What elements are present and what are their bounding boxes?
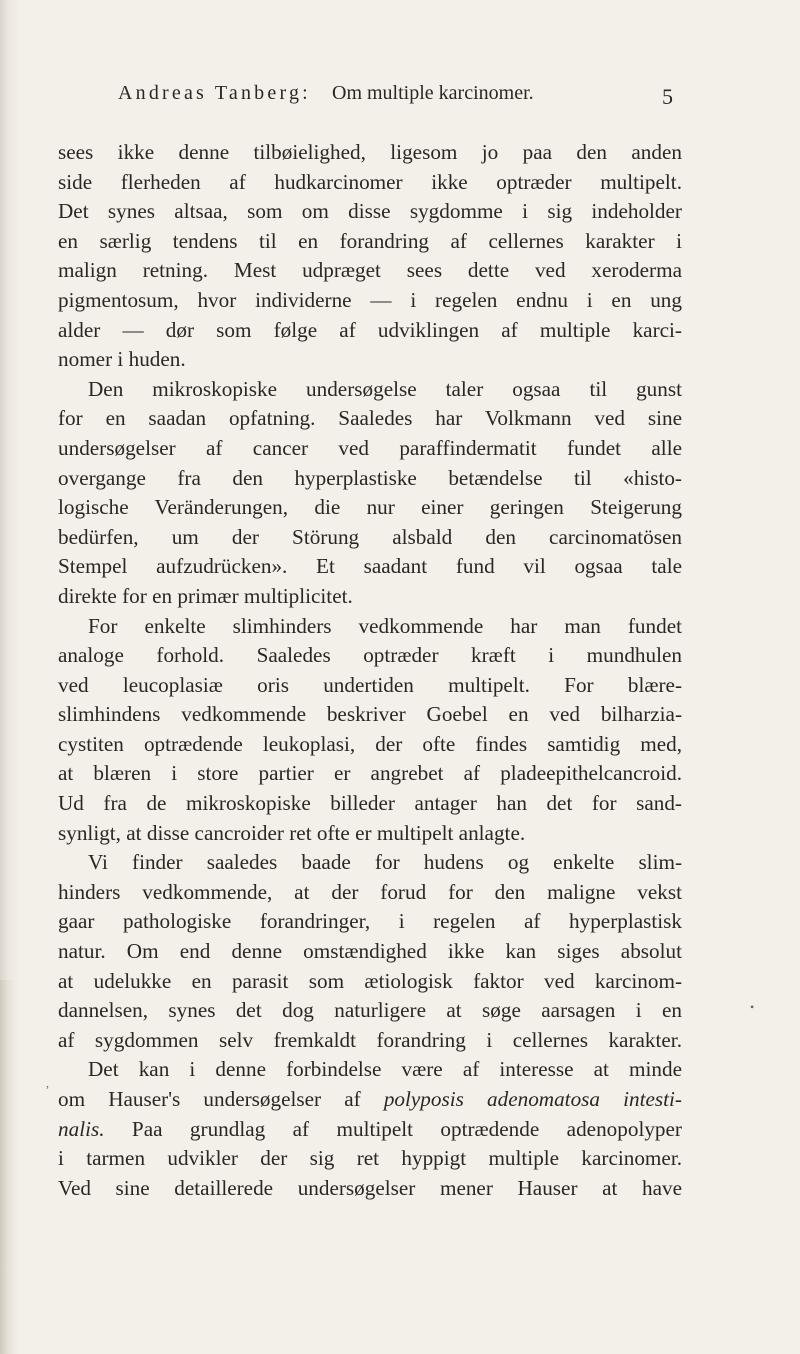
- text-line: [58, 1085, 682, 1115]
- text-line: side flerheden af hudkarcinomer ikke optræder multipelt.: [58, 169, 682, 194]
- page-edge-shadow-lower: [0, 980, 14, 1354]
- text-line: Det kan i denne forbindelse være af interesse at minde: [88, 1057, 682, 1082]
- text-line: gaar pathologiske forandringer, i regelen af hyperplastisk: [58, 909, 682, 934]
- text-line: ved leucoplasiæ oris undertiden multipelt. For blære-: [58, 672, 682, 697]
- text-line: pigmentosum, hvor individerne — i regelen endnu i en ung: [58, 287, 682, 312]
- text-line: af sygdommen selv fremkaldt forandring i cellernes karakter.: [58, 1027, 682, 1052]
- text-line: for en saadan opfatning. Saaledes har Volkmann ved sine: [58, 406, 682, 431]
- text-line: Ved sine detaillerede undersøgelser mener Hauser at have: [58, 1175, 682, 1200]
- text-line: i tarmen udvikler der sig ret hyppigt multiple karcinomer.: [58, 1146, 682, 1171]
- text-line: dannelsen, synes det dog naturligere at søge aarsagen i en: [58, 998, 682, 1023]
- margin-speck: ,: [46, 1076, 49, 1090]
- text-line: direkte for en primær multiplicitet.: [58, 583, 353, 608]
- text-line: Stempel aufzudrücken». Et saadant fund vil ogsaa tale: [58, 554, 682, 579]
- author-name: Andreas Tanberg:: [118, 82, 311, 104]
- text-line: sees ikke denne tilbøielighed, ligesom jo paa den anden: [58, 140, 682, 164]
- text-line: malign retning. Mest udpræget sees dette ved xeroderma: [58, 258, 682, 283]
- article-title: Om multiple karcinomer.: [332, 82, 534, 104]
- text-line: en særlig tendens til en forandring af cellernes karakter i: [58, 228, 682, 253]
- text-line: at udelukke en parasit som ætiologisk faktor ved karcinom-: [58, 968, 682, 993]
- text-line: For enkelte slimhinders vedkommende har man fundet: [88, 613, 682, 638]
- text-line: bedürfen, um der Störung alsbald den carcinomatösen: [58, 524, 682, 549]
- page-number: 5: [662, 84, 673, 109]
- text-line: natur. Om end denne omstændighed ikke kan siges absolut: [58, 939, 682, 964]
- text-line: Det synes altsaa, som om disse sygdomme i sig indeholder: [58, 199, 682, 224]
- text-line: analoge forhold. Saaledes optræder kræft i mundhulen: [58, 643, 682, 668]
- text-segment: om Hauser's undersøgelser af: [58, 1087, 361, 1111]
- text-line: Vi finder saaledes baade for hudens og enkelte slim-: [88, 850, 682, 875]
- text-line: logische Veränderungen, die nur einer geringen Steigerung: [58, 495, 682, 520]
- text-line: synligt, at disse cancroider ret ofte er multipelt anlagte.: [58, 820, 526, 845]
- text-line: at blæren i store partier er angrebet af pladeepithelcancroid.: [58, 761, 682, 786]
- text-line: slimhindens vedkommende beskriver Goebel en ved bilharzia-: [58, 702, 682, 727]
- italic-term: polyposis adenomatosa intesti-: [383, 1087, 682, 1111]
- text-line: hinders vedkommende, at der forud for den maligne vekst: [58, 879, 682, 904]
- text-line: overgange fra den hyperplastiske betændelse til «histo-: [58, 465, 682, 490]
- body-text: [58, 138, 682, 1203]
- text-line: alder — dør som følge af udviklingen af multiple karci-: [58, 317, 682, 342]
- text-line: Ud fra de mikroskopiske billeder antager han det for sand-: [58, 791, 682, 816]
- italic-term: nalis.: [58, 1116, 105, 1141]
- text-line: Den mikroskopiske undersøgelse taler ogsaa til gunst: [88, 376, 682, 401]
- margin-speck: •: [750, 1000, 755, 1014]
- text-line: [58, 1115, 682, 1145]
- text-line: cystiten optrædende leukoplasi, der ofte findes samtidig med,: [58, 731, 682, 756]
- running-head: [0, 82, 800, 112]
- text-line: undersøgelser af cancer ved paraffindermatit fundet alle: [58, 435, 682, 460]
- text-segment: Paa grundlag af multipelt optrædende adenopolyper: [131, 1116, 682, 1141]
- text-line: nomer i huden.: [58, 347, 186, 372]
